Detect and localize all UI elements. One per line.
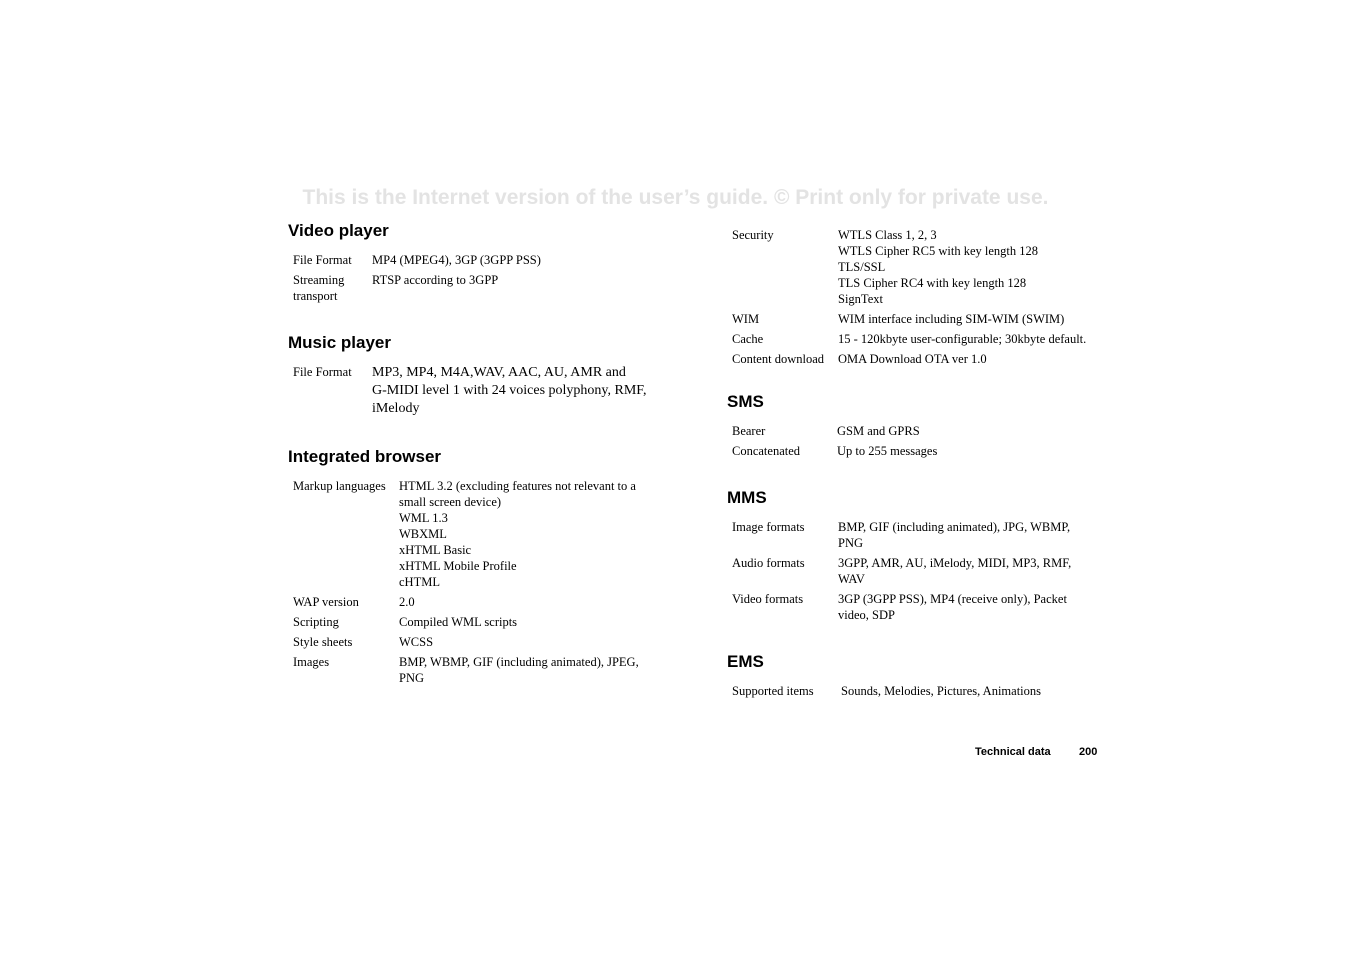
spec-row <box>727 591 1071 627</box>
value-line: RTSP according to 3GPP <box>372 273 499 287</box>
value-line: xHTML Mobile Profile <box>399 559 517 573</box>
value-line: PNG <box>399 671 425 685</box>
spec-label: Scripting <box>293 615 339 629</box>
page-number: 200 <box>1079 746 1098 758</box>
integrated-browser-section <box>288 446 668 690</box>
spec-row <box>727 311 1086 331</box>
section-heading: EMS <box>727 652 764 671</box>
value-line: WCSS <box>399 635 434 649</box>
value-line: SignText <box>838 292 883 306</box>
value-line: TLS Cipher RC4 with key length 128 <box>838 276 1027 290</box>
spec-row <box>727 423 937 443</box>
spec-value <box>833 591 1071 627</box>
spec-value <box>394 614 639 634</box>
value-line: OMA Download OTA ver 1.0 <box>838 352 987 366</box>
spec-row <box>288 614 639 634</box>
spec-label: File Format <box>293 365 352 379</box>
spec-row <box>727 683 1041 703</box>
value-line: G-MIDI level 1 with 24 voices polyphony, RMF, <box>372 383 647 398</box>
value-line: Sounds, Melodies, Pictures, Animations <box>841 684 1041 698</box>
video-player-section <box>288 220 668 308</box>
spec-row <box>727 331 1086 351</box>
spec-label: Audio formats <box>732 556 805 570</box>
mms-section <box>727 487 1107 627</box>
value-line: video, SDP <box>838 608 895 622</box>
value-line: BMP, GIF (including animated), JPG, WBMP, <box>838 520 1071 534</box>
right-column <box>727 227 1107 727</box>
value-line: Compiled WML scripts <box>399 615 518 629</box>
spec-table <box>288 252 541 308</box>
spec-label: Images <box>293 655 330 669</box>
spec-value <box>394 634 639 654</box>
spec-label: Image formats <box>732 520 805 534</box>
spec-row <box>727 555 1071 591</box>
spec-label: File Format <box>293 253 352 267</box>
spec-label: Cache <box>732 332 764 346</box>
value-line: WIM interface including SIM-WIM (SWIM) <box>838 312 1065 326</box>
spec-label: Style sheets <box>293 635 353 649</box>
value-line: TLS/SSL <box>838 260 886 274</box>
spec-table <box>727 423 937 463</box>
spec-row <box>727 227 1086 311</box>
spec-value <box>833 351 1086 371</box>
spec-value <box>832 423 937 443</box>
value-line: WAV <box>838 572 865 586</box>
spec-table <box>288 478 639 690</box>
value-line: HTML 3.2 (excluding features not relevant to a <box>399 479 636 493</box>
spec-value <box>367 364 646 422</box>
value-line: WML 1.3 <box>399 511 448 525</box>
spec-value <box>832 443 937 463</box>
value-line: WBXML <box>399 527 447 541</box>
value-line: 2.0 <box>399 595 415 609</box>
watermark: This is the Internet version of the user’s guide. © Print only for private use. <box>302 186 1049 209</box>
spec-row <box>288 478 639 594</box>
footer-section-title: Technical data <box>975 746 1051 758</box>
value-line: MP3, MP4, M4A,WAV, AAC, AU, AMR and <box>372 365 626 380</box>
value-line: PNG <box>838 536 864 550</box>
spec-table <box>727 683 1041 703</box>
music-player-section <box>288 332 668 422</box>
spec-label: Video formats <box>732 592 804 606</box>
spec-label: WIM <box>732 312 760 326</box>
value-line: BMP, WBMP, GIF (including animated), JPEG, <box>399 655 639 669</box>
spec-row <box>288 272 541 308</box>
spec-label: Supported items <box>732 684 814 698</box>
value-line: xHTML Basic <box>399 543 472 557</box>
value-line: cHTML <box>399 575 440 589</box>
spec-value <box>833 519 1071 555</box>
spec-table <box>288 364 646 422</box>
spec-row <box>288 594 639 614</box>
spec-row <box>727 443 937 463</box>
spec-value <box>367 252 541 272</box>
section-heading: Integrated browser <box>288 447 442 466</box>
label-line: Streaming <box>293 273 345 287</box>
value-line: Up to 255 messages <box>837 444 938 458</box>
section-heading: SMS <box>727 392 764 411</box>
ems-section <box>727 651 1107 703</box>
spec-value <box>833 227 1086 311</box>
value-line: MP4 (MPEG4), 3GP (3GPP PSS) <box>372 253 541 267</box>
value-line: small screen device) <box>399 495 502 509</box>
spec-row <box>288 252 541 272</box>
value-line: WTLS Cipher RC5 with key length 128 <box>838 244 1038 258</box>
section-heading: Music player <box>288 333 391 352</box>
left-column <box>288 220 668 714</box>
spec-value <box>833 311 1086 331</box>
spec-value <box>394 478 639 594</box>
value-line: iMelody <box>372 401 420 416</box>
value-line: 3GPP, AMR, AU, iMelody, MIDI, MP3, RMF, <box>838 556 1072 570</box>
value-line: 3GP (3GPP PSS), MP4 (receive only), Packet <box>838 592 1067 606</box>
spec-value <box>833 331 1086 351</box>
value-line: 15 - 120kbyte user-configurable; 30kbyte default. <box>838 332 1087 346</box>
spec-label: Content download <box>732 352 825 366</box>
spec-row <box>727 519 1071 555</box>
spec-row <box>288 634 639 654</box>
section-heading: Video player <box>288 221 389 240</box>
value-line: GSM and GPRS <box>837 424 920 438</box>
spec-label: WAP version <box>293 595 359 609</box>
spec-label: Markup languages <box>293 479 386 493</box>
section-heading: MMS <box>727 488 767 507</box>
browser-continued-section <box>727 227 1107 371</box>
label-line: transport <box>293 289 338 303</box>
sms-section <box>727 391 1107 463</box>
spec-row <box>288 654 639 690</box>
spec-table <box>727 227 1086 371</box>
spec-value <box>367 272 541 308</box>
spec-row <box>727 351 1086 371</box>
spec-label: Security <box>732 228 774 242</box>
spec-label: Bearer <box>732 424 766 438</box>
spec-row <box>288 364 646 422</box>
value-line: WTLS Class 1, 2, 3 <box>838 228 937 242</box>
spec-value <box>394 654 639 690</box>
spec-value <box>394 594 639 614</box>
spec-label: Concatenated <box>732 444 801 458</box>
spec-table <box>727 519 1071 627</box>
spec-value <box>833 555 1071 591</box>
spec-value <box>836 683 1041 703</box>
spec-label <box>288 272 367 308</box>
